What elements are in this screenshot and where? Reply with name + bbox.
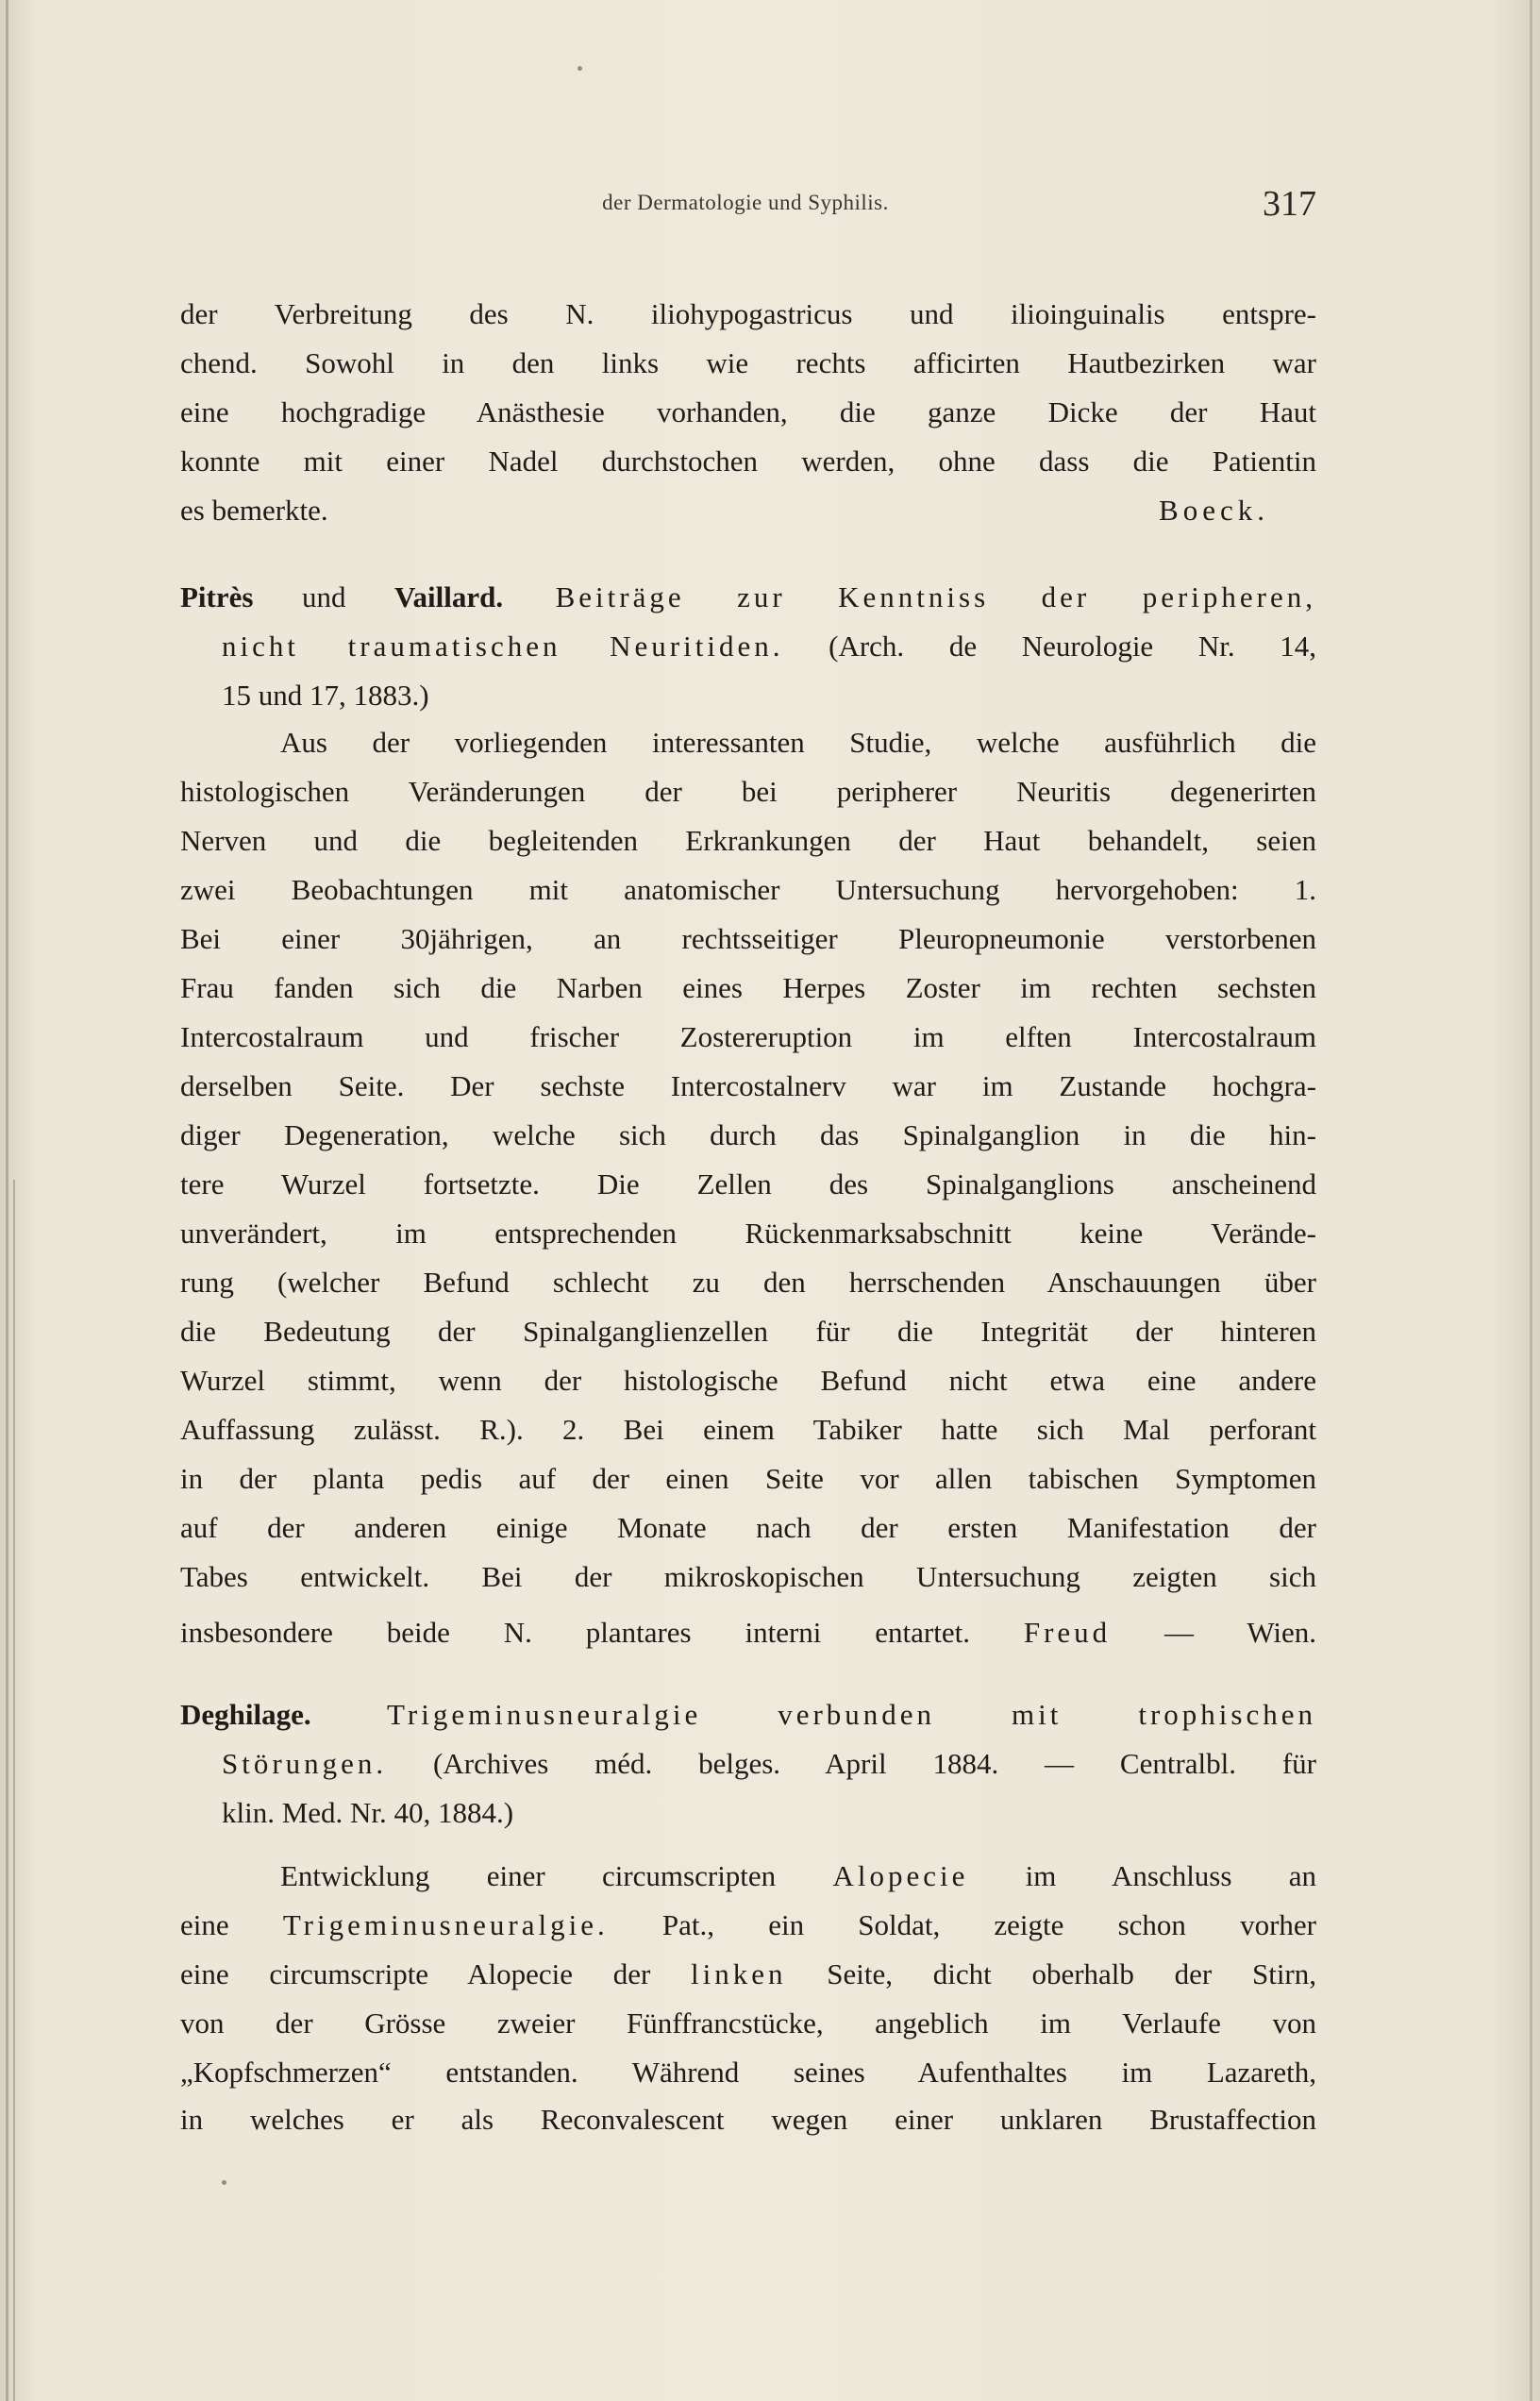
text-line [222,628,1316,665]
text-line [180,1509,1316,1547]
text-line [180,2005,1316,2042]
text-line [180,492,1316,529]
spaced-text: Trigeminusneuralgie verbunden mit trophischen [310,1698,1316,1731]
text-line [180,295,1316,333]
text-run: eine [180,1908,283,1941]
text-line [180,1362,1316,1400]
text-run: eine circumscripte Alopecie der [180,1957,692,1990]
paper-speck [578,66,582,71]
spaced-text: nicht traumatischen Neuritiden. [222,630,784,663]
text-run: in welches er als Reconvalescent wegen einer unklaren Brustaffection [180,2103,1316,2136]
text-run: Nerven und die begleitenden Erkrankungen der Haut behandelt, seien [180,824,1316,857]
text-run: Pat., ein Soldat, zeigte schon vorher [608,1908,1316,1941]
running-header: der Dermatologie und Syphilis. [602,191,889,214]
text-run: insbesondere beide N. plantares interni entartet. [180,1616,1024,1649]
text-run: Intercostalraum und frischer Zostereruption im elften Intercostalraum [180,1020,1316,1053]
text-run: unverändert, im entsprechenden Rückenmarksabschnitt keine Verände- [180,1217,1316,1250]
text-run: klin. Med. Nr. 40, 1884.) [222,1796,514,1829]
text-run: diger Degeneration, welche sich durch das Spinalganglion in die hin- [180,1118,1316,1151]
text-line [180,344,1316,382]
text-line [222,1745,1316,1783]
text-line [180,1117,1316,1154]
text-line [180,969,1316,1007]
text-line [180,773,1316,811]
text-run: (Arch. de Neurologie Nr. 14, [783,630,1316,663]
text-run: — Wien. [1111,1616,1316,1649]
text-run: und [253,580,394,613]
text-line [222,677,1316,714]
text-run: Auffassung zulässt. R.). 2. Bei einem Tabiker hatte sich Mal perforant [180,1413,1316,1446]
spaced-text: Trigeminusneuralgie. [282,1908,609,1941]
page-edge-left [6,0,8,2401]
page-edge-shadow [13,1180,15,2401]
text-line [180,822,1316,860]
text-run: derselben Seite. Der sechste Intercostalnerv war im Zustande hochgra- [180,1069,1316,1102]
text-run: Wurzel stimmt, wenn der histologische Befund nicht etwa eine andere [180,1364,1316,1397]
text-run: „Kopfschmerzen“ entstanden. Während seines Aufenthaltes im Lazareth, [180,2056,1316,2089]
author-name: Pitrès [180,580,254,613]
text-line [180,443,1316,480]
text-run: Tabes entwickelt. Bei der mikroskopischen Untersuchung zeigten sich [180,1560,1316,1593]
text-run: der Verbreitung des N. iliohypogastricus und ilioinguinalis entspre- [180,297,1316,330]
text-line [180,2101,1316,2139]
text-run: von der Grösse zweier Fünffrancstücke, angeblich im Verlaufe von [180,2006,1316,2040]
text-line [180,1264,1316,1301]
text-run: in der planta pedis auf der einen Seite vor allen tabischen Symptomen [180,1462,1316,1495]
paper-speck [222,2180,226,2185]
text-line [180,871,1316,909]
text-run: (Archives méd. belges. April 1884. — Centralbl. für [387,1747,1316,1780]
text-run: rung (welcher Befund schlecht zu den herrschenden Anschauungen über [180,1266,1316,1299]
text-run: histologischen Veränderungen der bei peripherer Neuritis degenerirten [180,775,1316,808]
text-line [180,1215,1316,1252]
reviewer-signature: Boeck. [1159,494,1269,527]
text-line [222,1794,1316,1832]
text-line [180,2054,1316,2091]
text-run: die Bedeutung der Spinalganglienzellen für die Integrität der hinteren [180,1315,1316,1348]
text-line [180,1696,1316,1734]
text-line [180,579,1316,616]
text-run: es bemerkte. [180,494,328,527]
text-line [180,1460,1316,1498]
text-line [180,1614,1316,1652]
text-line [180,394,1316,431]
page-edge-right [1530,0,1532,2401]
author-name: Deghilage. [180,1698,311,1731]
text-run: Frau fanden sich die Narben eines Herpes Zoster im rechten sechsten [180,971,1316,1004]
text-run: im Anschluss an [968,1859,1316,1892]
page-number: 317 [1263,184,1316,224]
text-line [180,1411,1316,1449]
text-run: Bei einer 30jährigen, an rechtsseitiger Pleuropneumonie verstorbenen [180,922,1316,955]
text-line [180,1067,1316,1105]
text-run: zwei Beobachtungen mit anatomischer Untersuchung hervorgehoben: 1. [180,873,1316,906]
spaced-text: Alopecie [832,1859,969,1892]
text-line [180,920,1316,958]
text-run: 15 und 17, 1883.) [222,679,429,712]
text-run: tere Wurzel fortsetzte. Die Zellen des Spinalganglions anscheinend [180,1167,1316,1200]
text-line [180,1558,1316,1596]
text-run: Seite, dicht oberhalb der Stirn, [786,1957,1316,1990]
text-line [180,1018,1316,1056]
spaced-text: Freud [1023,1616,1112,1649]
text-line [180,1906,1316,1944]
spaced-text: Beiträge zur Kenntniss der peripheren, [503,580,1316,613]
spaced-text: Störungen. [222,1747,388,1780]
text-line [280,724,1316,762]
text-line [180,1166,1316,1203]
text-run: konnte mit einer Nadel durchstochen werden, ohne dass die Patientin [180,445,1316,478]
text-run: eine hochgradige Anästhesie vorhanden, die ganze Dicke der Haut [180,395,1316,428]
text-run: chend. Sowohl in den links wie rechts afficirten Hautbezirken war [180,346,1316,379]
text-run: auf der anderen einige Monate nach der ersten Manifestation der [180,1511,1316,1544]
text-line [180,1313,1316,1351]
author-name: Vaillard. [393,580,504,613]
text-run: Entwicklung einer circumscripten [280,1859,833,1892]
text-line [180,1956,1316,1993]
text-line [280,1857,1316,1895]
spaced-text: linken [691,1957,787,1990]
text-run: Aus der vorliegenden interessanten Studie, welche ausführlich die [280,726,1316,759]
